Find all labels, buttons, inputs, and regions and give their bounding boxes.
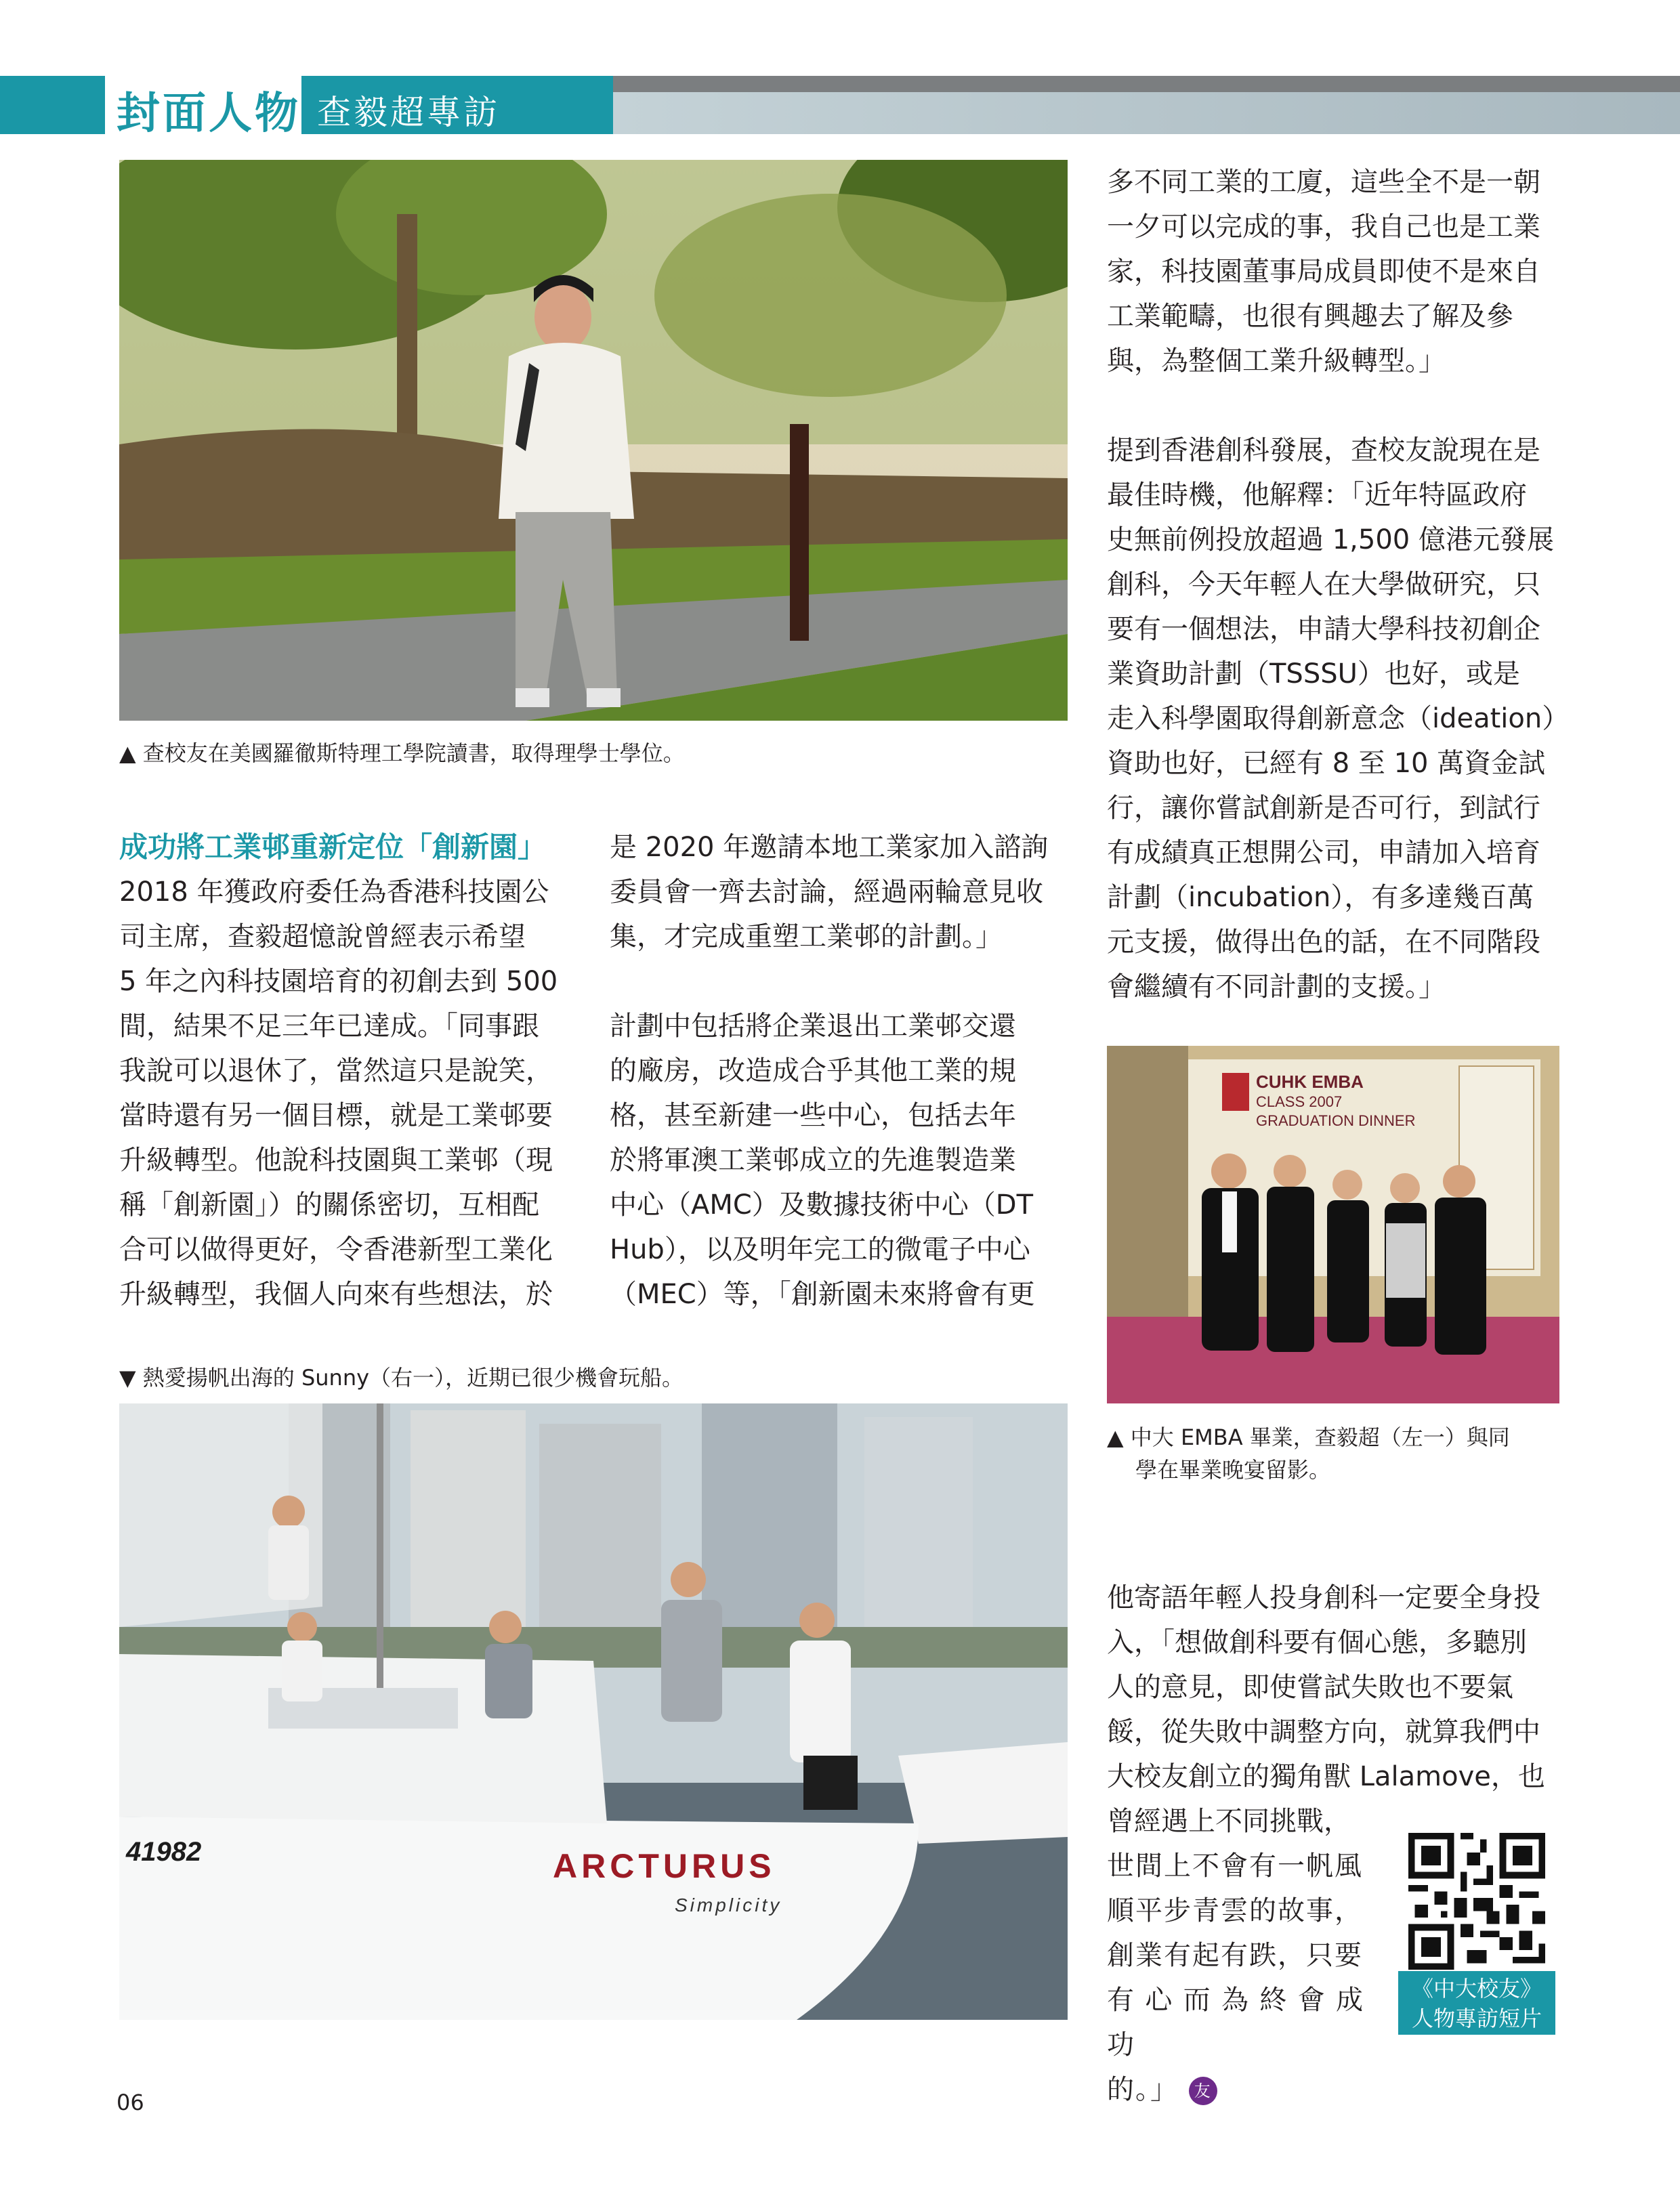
text-line: 計劃中包括將企業退出工業邨交還 <box>610 1011 1016 1042</box>
text-line: 創業有起有跌，只要 <box>1107 1940 1363 1971</box>
text-line: 業資助計劃（TSSSU）也好，或是 <box>1107 658 1520 690</box>
text-line: 會繼續有不同計劃的支援。」 <box>1107 971 1446 1002</box>
text-line: （MEC）等，「創新園未來將會有更 <box>610 1279 1035 1310</box>
qr-caption <box>1398 1971 1555 2035</box>
article-column-1 <box>119 870 572 1317</box>
text-line: 史無前例投放超過 1,500 億港元發展 <box>1107 524 1554 555</box>
caption-line: ▲ 中大 EMBA 畢業，查毅超（左一）與同 <box>1107 1424 1510 1450</box>
text-line: 集，才完成重塑工業邨的計劃。」 <box>610 921 1003 952</box>
text-line <box>1107 2067 1372 2112</box>
caption-line: 學在畢業晚宴留影。 <box>1135 1457 1331 1483</box>
page-number: 06 <box>117 2090 144 2115</box>
text-line: 他寄語年輕人投身創科一定要全身投 <box>1107 1582 1540 1613</box>
text-line: 最佳時機，他解釋：「近年特區政府 <box>1107 480 1527 511</box>
text-line: 提到香港創科發展，查校友說現在是 <box>1107 435 1540 466</box>
text-line: 升級轉型，我個人向來有些想法，於 <box>119 1279 553 1310</box>
text-line: 間，結果不足三年已達成。「同事跟 <box>119 1011 539 1042</box>
header-bar <box>0 76 613 134</box>
banner-line-3: GRADUATION DINNER <box>1256 1112 1416 1129</box>
text-line: 曾經遇上不同挑戰， <box>1107 1806 1351 1837</box>
article-column-3-lower <box>1107 1575 1559 1844</box>
text-line: 家，科技園董事局成員即使不是來自 <box>1107 256 1540 287</box>
walking-photo-caption: ▲ 查校友在美國羅徹斯特理工學院讀書，取得理學士學位。 <box>119 740 685 766</box>
text-line: 於將軍澳工業邨成立的先進製造業 <box>610 1145 1016 1176</box>
banner-line-1: CUHK EMBA <box>1256 1072 1364 1092</box>
text-line: 大校友創立的獨角獸 Lalamove，也 <box>1107 1761 1545 1792</box>
text-line: 委員會一齊去討論，經過兩輪意見收 <box>610 876 1043 908</box>
text-line: 格，甚至新建一些中心，包括去年 <box>610 1100 1016 1131</box>
article-column-3-wrap <box>1107 1844 1372 2112</box>
banner-line-2: CLASS 2007 <box>1256 1093 1343 1110</box>
article-heading: 成功將工業邨重新定位「創新園」 <box>119 830 547 864</box>
text-line: 有心而為終會成功 <box>1107 1985 1372 2060</box>
text-line: 入，「想做創科要有個心態，多聽別 <box>1107 1627 1527 1658</box>
boat-number: 41982 <box>126 1837 202 1867</box>
text-line: 的廠房，改造成合乎其他工業的規 <box>610 1055 1016 1086</box>
text-line: 與，為整個工業升級轉型。」 <box>1107 345 1446 377</box>
text-line: 要有一個想法，申請大學科技初創企 <box>1107 614 1540 645</box>
text-line: 資助也好，已經有 8 至 10 萬資金試 <box>1107 748 1546 779</box>
text-line: 我說可以退休了，當然這只是說笑， <box>119 1055 553 1086</box>
article-column-2 <box>610 825 1069 1317</box>
text-line: 中心（AMC）及數據技術中心（DT <box>610 1189 1034 1221</box>
text-line: 順平步青雲的故事， <box>1107 1895 1363 1926</box>
text-line: 多不同工業的工廈，這些全不是一朝 <box>1107 167 1540 198</box>
text-line: 有成績真正想開公司，申請加入培育 <box>1107 837 1540 868</box>
text-line: 世間上不會有一帆風 <box>1107 1850 1363 1882</box>
sailing-photo <box>119 1403 1068 2020</box>
graduation-photo <box>1107 1046 1559 1403</box>
walking-photo <box>119 160 1068 721</box>
text-line: 是 2020 年邀請本地工業家加入諮詢 <box>610 832 1049 863</box>
text-line: 司主席，查毅超憶說曾經表示希望 <box>119 921 526 952</box>
closing-text: 的。」 <box>1107 2074 1179 2105</box>
text-line: 合可以做得更好，令香港新型工業化 <box>119 1234 553 1265</box>
text-line: 人的意見，即使嘗試失敗也不要氣 <box>1107 1672 1513 1703</box>
sailing-photo-caption: ▼ 熱愛揚帆出海的 Sunny（右一），近期已很少機會玩船。 <box>119 1365 684 1391</box>
text-line: 走入科學園取得創新意念（ideation） <box>1107 703 1570 734</box>
text-line: 創科，今天年輕人在大學做研究，只 <box>1107 569 1540 600</box>
text-line: 餒，從失敗中調整方向，就算我們中 <box>1107 1716 1540 1748</box>
boat-name: ARCTURUS <box>553 1847 776 1885</box>
article-column-3 <box>1107 160 1570 1009</box>
qr-caption-line-1: 《中大校友》 <box>1411 1976 1542 2002</box>
text-line: 當時還有另一個目標，就是工業邨要 <box>119 1100 553 1131</box>
text-line: 行，讓你嘗試創新是否可行，到試行 <box>1107 792 1540 824</box>
header-dark-strip <box>613 76 1680 92</box>
text-line: 稱「創新園」）的關係密切，互相配 <box>119 1189 539 1221</box>
text-line: 計劃（incubation），有多達幾百萬 <box>1107 882 1534 913</box>
text-line: 工業範疇，也很有興趣去了解及參 <box>1107 301 1513 332</box>
text-line: Hub），以及明年完工的微電子中心 <box>610 1234 1030 1265</box>
text-line: 元支援，做得出色的話，在不同階段 <box>1107 927 1540 958</box>
boat-tagline: Simplicity <box>675 1895 782 1916</box>
text-line: 5 年之內科技園培育的初創去到 500 <box>119 966 558 997</box>
qr-caption-line-2: 人物專訪短片 <box>1411 2006 1542 2031</box>
graduation-photo-caption <box>1107 1421 1559 1486</box>
end-mark-icon: 友 <box>1189 2077 1217 2105</box>
text-line: 一夕可以完成的事，我自己也是工業 <box>1107 211 1540 242</box>
qr-code[interactable] <box>1404 1829 1550 1974</box>
section-title: 封面人物 <box>117 89 301 139</box>
text-line: 2018 年獲政府委任為香港科技園公 <box>119 876 549 908</box>
section-subtitle: 查毅超專訪 <box>317 93 500 132</box>
text-line: 升級轉型。他說科技園與工業邨（現 <box>119 1145 553 1176</box>
